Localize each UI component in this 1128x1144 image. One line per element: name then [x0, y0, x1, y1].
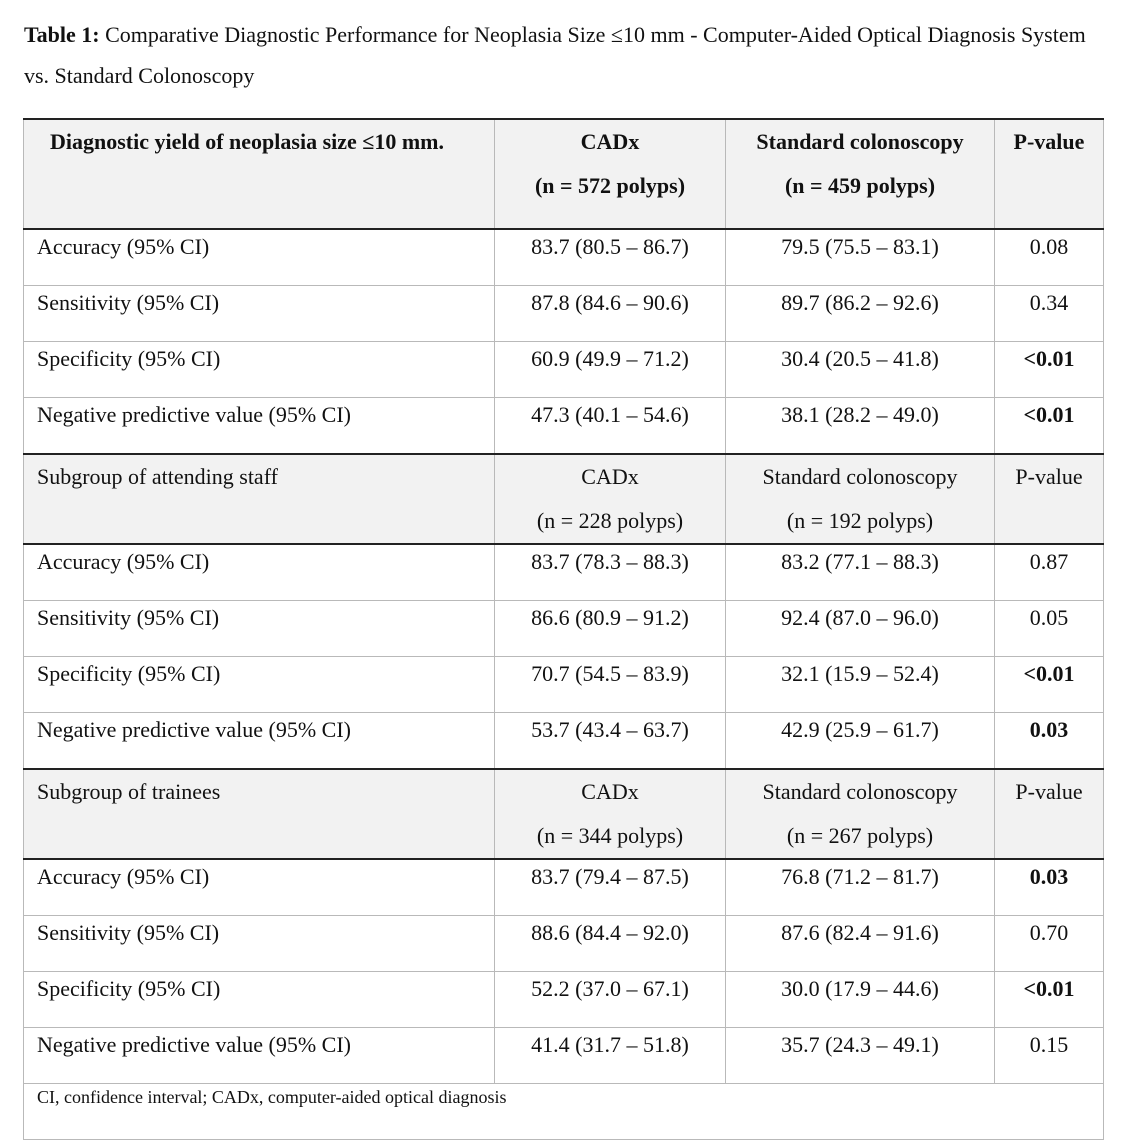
table-row — [24, 859, 1104, 916]
cadx-value-cell: 53.7 (43.4 – 63.7) — [495, 713, 726, 770]
table-row — [24, 713, 1104, 770]
metric-cell: Sensitivity (95% CI) — [24, 601, 495, 657]
metric-cell: Accuracy (95% CI) — [24, 859, 495, 916]
standard-colonoscopy-header: Standard colonoscopy (n = 267 polyps) — [726, 769, 995, 859]
standard-value-cell: 89.7 (86.2 – 92.6) — [726, 286, 995, 342]
table-footnote: CI, confidence interval; CADx, computer-aided optical diagnosis — [24, 1084, 1104, 1140]
section-header-row — [24, 769, 1104, 859]
cadx-value-cell: 86.6 (80.9 – 91.2) — [495, 601, 726, 657]
standard-value-cell: 35.7 (24.3 – 49.1) — [726, 1028, 995, 1084]
p-value-cell: 0.05 — [995, 601, 1104, 657]
cadx-header: CADx (n = 228 polyps) — [495, 454, 726, 544]
p-value-header: P-value — [995, 769, 1104, 859]
standard-value-cell: 76.8 (71.2 – 81.7) — [726, 859, 995, 916]
table-row — [24, 657, 1104, 713]
metric-cell: Accuracy (95% CI) — [24, 229, 495, 286]
section-label: Subgroup of trainees — [24, 769, 495, 859]
standard-value-cell: 92.4 (87.0 – 96.0) — [726, 601, 995, 657]
cadx-value-cell: 87.8 (84.6 – 90.6) — [495, 286, 726, 342]
table-caption — [24, 14, 1104, 96]
standard-value-cell: 79.5 (75.5 – 83.1) — [726, 229, 995, 286]
p-value-header: P-value — [995, 119, 1104, 229]
metric-cell: Specificity (95% CI) — [24, 657, 495, 713]
cadx-value-cell: 52.2 (37.0 – 67.1) — [495, 972, 726, 1028]
section-header-row — [24, 119, 1104, 229]
p-value-cell: <0.01 — [995, 972, 1104, 1028]
cadx-header: CADx (n = 344 polyps) — [495, 769, 726, 859]
table-row — [24, 398, 1104, 455]
standard-value-cell: 38.1 (28.2 – 49.0) — [726, 398, 995, 455]
cadx-value-cell: 88.6 (84.4 – 92.0) — [495, 916, 726, 972]
p-value-cell: 0.87 — [995, 544, 1104, 601]
p-value-cell: 0.03 — [995, 859, 1104, 916]
table-row — [24, 916, 1104, 972]
p-value-cell: 0.15 — [995, 1028, 1104, 1084]
p-value-cell: 0.08 — [995, 229, 1104, 286]
standard-value-cell: 42.9 (25.9 – 61.7) — [726, 713, 995, 770]
metric-cell: Sensitivity (95% CI) — [24, 286, 495, 342]
table-row — [24, 229, 1104, 286]
results-table — [23, 118, 1104, 1140]
standard-value-cell: 30.0 (17.9 – 44.6) — [726, 972, 995, 1028]
p-value-cell: <0.01 — [995, 398, 1104, 455]
table-row — [24, 1028, 1104, 1084]
table-row — [24, 342, 1104, 398]
caption-text: Comparative Diagnostic Performance for Neoplasia Size ≤10 mm - Computer-Aided Optical Diagnosis System vs. Standard Colonoscopy — [24, 22, 1086, 88]
table-row — [24, 972, 1104, 1028]
standard-value-cell: 32.1 (15.9 – 52.4) — [726, 657, 995, 713]
metric-cell: Negative predictive value (95% CI) — [24, 398, 495, 455]
cadx-header: CADx (n = 572 polyps) — [495, 119, 726, 229]
standard-value-cell: 83.2 (77.1 – 88.3) — [726, 544, 995, 601]
cadx-value-cell: 60.9 (49.9 – 71.2) — [495, 342, 726, 398]
section-label: Diagnostic yield of neoplasia size ≤10 mm. — [24, 119, 495, 229]
p-value-cell: 0.03 — [995, 713, 1104, 770]
caption-label: Table 1: — [24, 22, 100, 47]
standard-value-cell: 30.4 (20.5 – 41.8) — [726, 342, 995, 398]
p-value-cell: <0.01 — [995, 342, 1104, 398]
metric-cell: Accuracy (95% CI) — [24, 544, 495, 601]
table-row — [24, 601, 1104, 657]
metric-cell: Specificity (95% CI) — [24, 972, 495, 1028]
section-header-row — [24, 454, 1104, 544]
cadx-value-cell: 41.4 (31.7 – 51.8) — [495, 1028, 726, 1084]
table-row — [24, 544, 1104, 601]
metric-cell: Negative predictive value (95% CI) — [24, 1028, 495, 1084]
p-value-cell: 0.70 — [995, 916, 1104, 972]
p-value-header: P-value — [995, 454, 1104, 544]
cadx-value-cell: 47.3 (40.1 – 54.6) — [495, 398, 726, 455]
cadx-value-cell: 83.7 (79.4 – 87.5) — [495, 859, 726, 916]
table-row — [24, 286, 1104, 342]
metric-cell: Sensitivity (95% CI) — [24, 916, 495, 972]
p-value-cell: 0.34 — [995, 286, 1104, 342]
standard-colonoscopy-header: Standard colonoscopy (n = 192 polyps) — [726, 454, 995, 544]
cadx-value-cell: 70.7 (54.5 – 83.9) — [495, 657, 726, 713]
metric-cell: Negative predictive value (95% CI) — [24, 713, 495, 770]
standard-colonoscopy-header: Standard colonoscopy (n = 459 polyps) — [726, 119, 995, 229]
p-value-cell: <0.01 — [995, 657, 1104, 713]
cadx-value-cell: 83.7 (80.5 – 86.7) — [495, 229, 726, 286]
section-label: Subgroup of attending staff — [24, 454, 495, 544]
standard-value-cell: 87.6 (82.4 – 91.6) — [726, 916, 995, 972]
metric-cell: Specificity (95% CI) — [24, 342, 495, 398]
cadx-value-cell: 83.7 (78.3 – 88.3) — [495, 544, 726, 601]
